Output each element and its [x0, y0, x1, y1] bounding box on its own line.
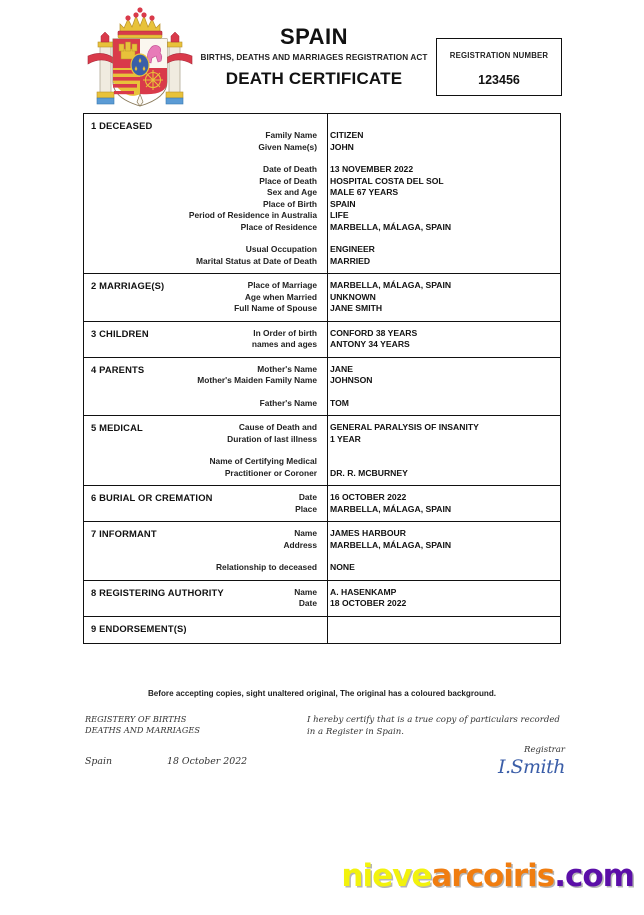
field-row — [84, 187, 560, 199]
footer-date: 18 October 2022 — [167, 756, 248, 767]
field-label — [84, 233, 322, 244]
field-row — [84, 199, 560, 211]
field-label: Place of Death — [259, 175, 317, 186]
section-column-divider — [327, 114, 328, 273]
certificate-section — [84, 322, 560, 358]
field-row — [84, 339, 560, 351]
field-value — [322, 387, 560, 398]
field-row — [84, 292, 560, 304]
field-label: Mother's Maiden Family Name — [197, 375, 317, 385]
country-title: SPAIN — [279, 24, 349, 49]
registration-number-label: REGISTRATION NUMBER — [449, 51, 549, 60]
field-value — [322, 445, 560, 456]
field-row — [84, 456, 560, 468]
field-value: JOHN — [330, 141, 354, 152]
field-value: JANE — [330, 363, 353, 374]
certificate-header — [0, 0, 644, 113]
field-value: MARBELLA, MÁLAGA, SPAIN — [330, 280, 452, 290]
field-value — [322, 153, 560, 164]
section-heading: 8 REGISTERING AUTHORITY — [91, 586, 224, 598]
field-label: Father's Name — [259, 397, 317, 408]
field-row — [84, 176, 560, 188]
row-spacer — [84, 233, 560, 244]
watermark-part-1: nieve — [341, 858, 432, 894]
section-column-divider — [327, 322, 328, 357]
section-column-divider — [327, 274, 328, 321]
certificate-section — [84, 358, 560, 417]
field-row — [84, 328, 560, 340]
field-row — [84, 468, 560, 480]
field-row — [84, 256, 560, 268]
header-titles — [200, 24, 428, 89]
field-label: Relationship to deceased — [216, 562, 317, 572]
field-label: Place of Birth — [263, 198, 317, 209]
field-value: A. HASENKAMP — [330, 586, 397, 597]
registry-block — [85, 714, 200, 736]
section-heading: 9 ENDORSEMENT(S) — [91, 622, 187, 634]
field-row — [84, 303, 560, 315]
section-column-divider — [327, 416, 328, 485]
registry-line-1: REGISTERY OF BIRTHS — [85, 714, 187, 724]
section-rows — [84, 114, 560, 273]
section-heading: 7 INFORMANT — [91, 528, 157, 539]
registration-number-value: 123456 — [478, 73, 520, 87]
certificate-section — [84, 274, 560, 322]
field-label: Marital Status at Date of Death — [196, 255, 317, 266]
field-label: Period of Residence in Australia — [188, 210, 317, 220]
section-heading: 6 BURIAL OR CREMATION — [91, 492, 213, 503]
registration-number-box — [436, 38, 562, 96]
field-label: Date — [298, 492, 317, 502]
field-value: GENERAL PARALYSIS OF INSANITY — [330, 422, 479, 432]
field-row — [84, 210, 560, 222]
certificate-section — [84, 581, 560, 617]
field-value: TOM — [330, 397, 349, 408]
act-subtitle: BIRTHS, DEATHS AND MARRIAGES REGISTRATION ACT — [200, 53, 428, 62]
field-label: Duration of last illness — [227, 433, 317, 444]
footer-place: Spain — [85, 756, 113, 767]
field-row — [84, 562, 560, 574]
field-label: Place of Marriage — [247, 280, 317, 290]
field-row — [84, 244, 560, 256]
field-label: Name — [294, 528, 317, 538]
field-value: CONFORD 38 YEARS — [330, 327, 418, 338]
field-row — [84, 540, 560, 552]
certificate-table — [83, 113, 561, 644]
field-label: names and ages — [251, 339, 317, 349]
field-value: MARRIED — [330, 255, 371, 266]
field-value — [322, 233, 560, 244]
section-rows — [84, 322, 560, 357]
certificate-section — [84, 522, 560, 581]
section-heading: 1 DECEASED — [91, 120, 153, 131]
field-row — [84, 598, 560, 610]
field-row — [84, 375, 560, 387]
field-label: Usual Occupation — [245, 244, 317, 254]
field-value: MARBELLA, MÁLAGA, SPAIN — [330, 221, 452, 232]
field-value: UNKNOWN — [330, 291, 376, 302]
spain-coat-of-arms-icon — [80, 6, 200, 110]
field-value: ANTONY 34 YEARS — [330, 339, 410, 349]
field-label: Date — [298, 598, 317, 608]
field-value: SPAIN — [330, 198, 356, 209]
field-value: MARBELLA, MÁLAGA, SPAIN — [330, 539, 452, 550]
row-spacer — [84, 387, 560, 398]
field-value: 13 NOVEMBER 2022 — [330, 164, 414, 174]
certification-statement: I hereby certify that is a true copy of particulars recorded in a Register in Spain. — [307, 715, 560, 737]
row-spacer — [84, 551, 560, 562]
field-label: Mother's Name — [257, 363, 317, 374]
field-label: In Order of birth — [253, 327, 317, 338]
certificate-section — [84, 416, 560, 486]
field-value: 16 OCTOBER 2022 — [330, 492, 407, 502]
field-value: HOSPITAL COSTA DEL SOL — [330, 175, 444, 186]
field-label — [84, 445, 322, 456]
field-label: Address — [283, 539, 317, 550]
field-label — [84, 551, 322, 562]
field-label: Place — [295, 503, 317, 514]
field-row — [84, 142, 560, 154]
field-row — [84, 130, 560, 142]
field-value: JOHNSON — [330, 375, 373, 385]
section-column-divider — [327, 617, 328, 643]
field-label: Name — [294, 586, 317, 597]
field-value: LIFE — [330, 210, 349, 220]
field-label: Given Name(s) — [258, 141, 317, 152]
field-row — [84, 364, 560, 376]
field-label: Name of Certifying Medical — [209, 456, 317, 466]
field-value: JAMES HARBOUR — [330, 528, 406, 538]
certificate-section — [84, 114, 560, 274]
field-row — [84, 398, 560, 410]
field-label: Practitioner or Coroner — [224, 467, 317, 478]
section-heading: 2 MARRIAGE(S) — [91, 280, 165, 291]
certificate-footer — [85, 714, 575, 789]
field-label: Age when Married — [244, 291, 317, 302]
section-rows — [84, 416, 560, 485]
field-label: Place of Residence — [240, 221, 317, 232]
field-row — [84, 504, 560, 516]
registrar-signature: I.Smith — [497, 756, 565, 778]
section-column-divider — [327, 522, 328, 580]
watermark-part-2: arcoiris — [431, 858, 555, 894]
registrar-label: Registrar — [523, 745, 565, 755]
certificate-section — [84, 617, 560, 643]
field-value — [322, 551, 560, 562]
section-column-divider — [327, 358, 328, 416]
site-watermark — [0, 858, 634, 894]
copy-notice: Before accepting copies, sight unaltered original, The original has a coloured background. — [147, 689, 497, 698]
field-label: Sex and Age — [267, 187, 317, 197]
certificate-section — [84, 486, 560, 522]
field-label: Family Name — [265, 130, 317, 140]
field-row — [84, 222, 560, 234]
field-value: ENGINEER — [330, 244, 375, 254]
section-heading: 5 MEDICAL — [91, 422, 143, 433]
section-column-divider — [327, 581, 328, 616]
field-label: Cause of Death and — [238, 422, 317, 432]
section-rows — [84, 358, 560, 416]
section-column-divider — [327, 486, 328, 521]
section-heading: 3 CHILDREN — [91, 327, 149, 339]
field-row — [84, 434, 560, 446]
field-value: MARBELLA, MÁLAGA, SPAIN — [330, 503, 452, 514]
field-value: 1 YEAR — [330, 433, 361, 444]
field-label — [84, 153, 322, 164]
field-value: JANE SMITH — [330, 303, 383, 313]
field-value — [322, 456, 560, 468]
field-value: CITIZEN — [330, 130, 364, 140]
field-label: Full Name of Spouse — [234, 303, 317, 313]
row-spacer — [84, 153, 560, 164]
field-value: NONE — [330, 562, 355, 572]
field-value: MALE 67 YEARS — [330, 187, 399, 197]
watermark-part-3: .com — [554, 858, 634, 894]
field-value: DR. R. MCBURNEY — [330, 467, 408, 478]
field-row — [84, 164, 560, 176]
row-spacer — [84, 445, 560, 456]
field-value: 18 OCTOBER 2022 — [330, 598, 407, 608]
field-label — [84, 387, 322, 398]
section-heading: 4 PARENTS — [91, 363, 145, 375]
place-and-date — [85, 756, 247, 767]
field-row — [84, 422, 560, 434]
field-label: Date of Death — [263, 164, 317, 174]
registry-line-2: DEATHS AND MARRIAGES — [85, 725, 200, 735]
document-title: DEATH CERTIFICATE — [225, 69, 403, 88]
